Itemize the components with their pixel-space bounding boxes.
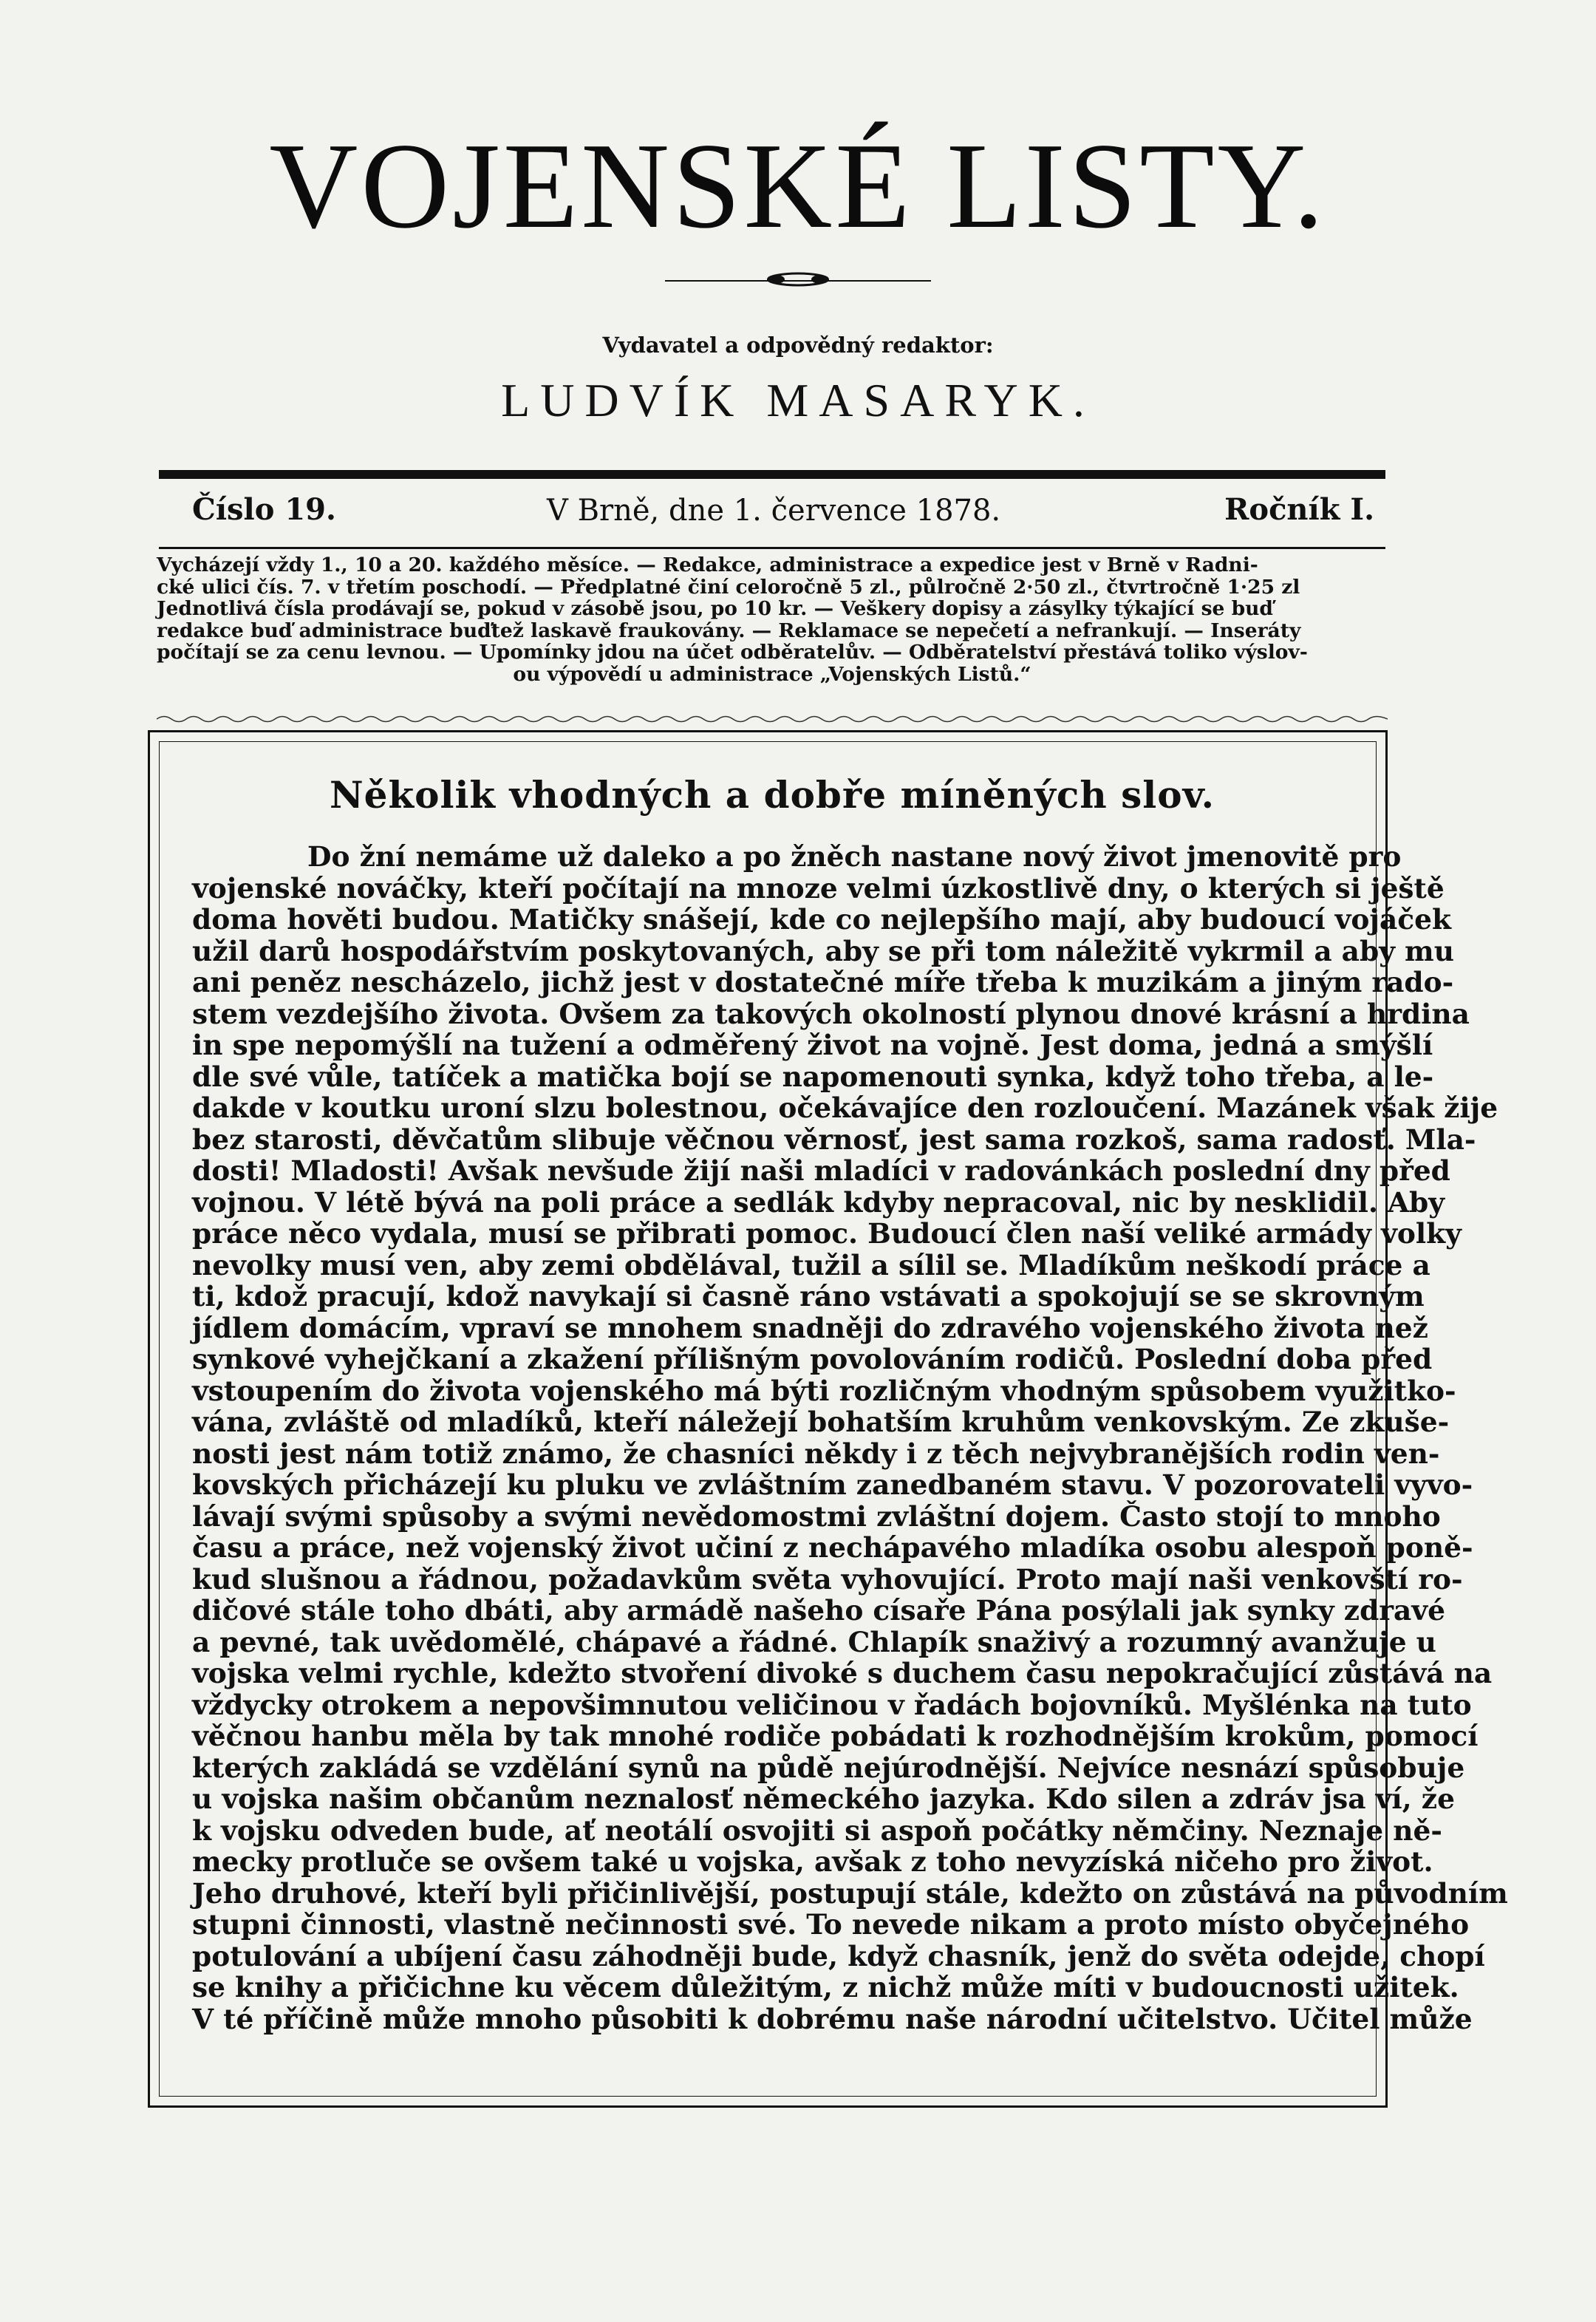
article-line: dle své vůle, tatíček a matička bojí se napomenouti synka, když toho třeba, a le-: [192, 1060, 1434, 1093]
article-line: stem vezdejšího života. Ovšem za takových okolností plynou dnové krásní a hrdina: [192, 997, 1470, 1030]
article-line: stupni činnosti, vlastně nečinnosti své. To nevede nikam a proto místo obyčejného: [192, 1908, 1470, 1941]
issue-date: V Brně, dne 1. července 1878.: [547, 494, 1001, 528]
article-line: kovských přicházejí ku pluku ve zvláštním zanedbaném stavu. V pozorovateli vyvo-: [192, 1468, 1473, 1501]
article-line: práce něco vydala, musí se přibrati pomoc. Budoucí člen naší veliké armády volky: [192, 1217, 1462, 1250]
article-line: Jeho druhové, kteří byli přičinlivější, postupují stále, kdežto on zůstává na původním: [192, 1876, 1508, 1910]
article-line: V té příčině může mnoho působiti k dobrému naše národní učitelstvo. Učitel může: [192, 2002, 1473, 2035]
article-line: vždycky otrokem a nepovšimnutou veličinou v řadách bojovníků. Myšlénka na tuto: [192, 1688, 1472, 1721]
article-line: synkové vyhejčkaní a zkažení přílišným povolováním rodičů. Poslední doba před: [192, 1343, 1433, 1375]
article-line: mecky protluče se ovšem také u vojska, avšak z toho nevyzíská ničeho pro život.: [192, 1845, 1433, 1878]
article-line: vojenské nováčky, kteří počítají na mnoze velmi úzkostlivě dny, o kterých si ještě: [192, 871, 1445, 905]
article-line: lávají svými spůsoby a svými nevědomostmi zvláštní dojem. Často stojí to mnoho: [192, 1499, 1441, 1533]
wavy-divider: [157, 714, 1388, 724]
notice-line: cké ulici čís. 7. v třetím poschodí. — Předplatné činí celoročně 5 zl., půlročně 2·50 zl., čtvrtročně 1·25 zl: [157, 575, 1300, 599]
article-line: doma hověti budou. Matičky snášejí, kde co nejlepšího mají, aby budoucí vojáček: [192, 903, 1451, 936]
article-line: věčnou hanbu měla by tak mnohé rodiče pobádati k rozhodnějším krokům, pomocí: [192, 1720, 1479, 1752]
issue-rule: [159, 547, 1385, 549]
article-line: se knihy a přičichne ku věcem důležitým, z nichž může míti v budoucnosti užitek.: [192, 1971, 1459, 2003]
article-line: kud slušnou a řádnou, požadavkům světa vyhovující. Proto mají naši venkovští ro-: [192, 1562, 1463, 1596]
article-line: vojnou. V létě bývá na poli práce a sedlák kdyby nepracoval, nic by nesklidil. Aby: [192, 1185, 1445, 1219]
article-line: kterých zakládá se vzdělání synů na půdě nejúrodnější. Nejvíce nesnází spůsobuje: [192, 1751, 1465, 1784]
article-line: dakde v koutku uroní slzu bolestnou, očekávajíce den rozloučení. Mazánek však žije: [192, 1092, 1498, 1124]
subscription-notice: [157, 554, 1388, 685]
article-line: nosti jest nám totiž známo, že chasníci někdy i z těch nejvybranějších rodin ven-: [192, 1437, 1440, 1470]
article-line: vojska velmi rychle, kdežto stvoření divoké s duchem času nepokračující zůstává na: [192, 1657, 1493, 1689]
article-line: užil darů hospodářstvím poskytovaných, aby se při tom náležitě vykrmil a aby mu: [192, 934, 1454, 967]
article-line: dosti! Mladosti! Avšak nevšude žijí naši mladíci v radovánkách poslední dny před: [192, 1154, 1450, 1187]
article-line: vstoupením do života vojenského má býti rozličným vhodným spůsobem využitko-: [192, 1374, 1456, 1407]
article-title: Několik vhodných a dobře míněných slov.: [329, 773, 1215, 817]
notice-line: počítají se za cenu levnou. — Upomínky jdou na účet odběratelův. — Odběratelství přestává toliko výslov-: [157, 641, 1308, 664]
article-line: a pevné, tak uvědomělé, chápavé a řádné. Chlapík snaživý a rozumný avanžuje u: [192, 1625, 1436, 1658]
issue-volume: Ročník I.: [1224, 492, 1374, 527]
issue-number: Číslo 19.: [192, 492, 336, 527]
article-line: ani peněz nescházelo, jichž jest v dostatečné míře třeba k muzikám a jiným rado-: [192, 966, 1454, 998]
article-line: dičové stále toho dbáti, aby armádě našeho císaře Pána posýlali jak synky zdravé: [192, 1594, 1445, 1627]
article-line: Do žní nemáme už daleko a po žněch nastane nový život jmenovitě pro: [307, 840, 1402, 873]
publisher-label: Vydavatel a odpovědný redaktor:: [602, 333, 994, 358]
article-line: vána, zvláště od mladíků, kteří náležejí bohatším kruhům venkovským. Ze zkuše-: [192, 1406, 1450, 1438]
article-body: [192, 840, 1508, 2035]
header-rule: [159, 470, 1385, 479]
ornament-divider: [665, 266, 931, 288]
notice-line: Vycházejí vždy 1., 10 a 20. každého měsíce. — Redakce, administrace a expedice jest v Brně v Radni-: [157, 554, 1258, 576]
article-line: času a práce, než vojenský život učiní z nechápavého mladíka osobu alespoň poně-: [192, 1531, 1473, 1564]
masthead-title: VOJENSKÉ LISTY.: [269, 118, 1327, 253]
article-line: bez starosti, děvčatům slibuje věčnou věrnosť, jest sama rozkoš, sama radosť. Mla-: [192, 1123, 1476, 1156]
notice-line: ou výpovědí u administrace „Vojenských Listů.“: [513, 662, 1031, 686]
notice-line: Jednotlivá čísla prodávají se, pokud v zásobě jsou, po 10 kr. — Veškery dopisy a zásylky týkající se buď: [157, 597, 1273, 620]
article-line: nevolky musí ven, aby zemi obdělával, tužil a sílil se. Mladíkům neškodí práce a: [192, 1248, 1430, 1281]
notice-line: redakce buď administrace buďtež laskavě fraukovány. — Reklamace se nepečetí a nefrankují. — Inseráty: [157, 619, 1301, 642]
article-line: jídlem domácím, vpraví se mnohem snadněji do zdravého vojenského života než: [192, 1311, 1428, 1344]
article-line: u vojska našim občanům neznalosť německého jazyka. Kdo silen a zdráv jsa ví, že: [192, 1783, 1455, 1815]
article-line: ti, kdož pracují, kdož navykají si časně ráno vstávati a spokojují se se skrovným: [192, 1280, 1425, 1312]
article-line: in spe nepomýšlí na tužení a odměřený život na vojně. Jest doma, jedná a smýšlí: [192, 1029, 1433, 1061]
article-line: potulování a ubíjení času záhodněji bude, když chasník, jenž do světa odejde, chopí: [192, 1939, 1485, 1972]
editor-name: LUDVÍK MASARYK.: [501, 374, 1095, 426]
article-line: k vojsku odveden bude, ať neotálí osvojiti si aspoň počátky němčiny. Neznaje ně-: [192, 1814, 1442, 1847]
